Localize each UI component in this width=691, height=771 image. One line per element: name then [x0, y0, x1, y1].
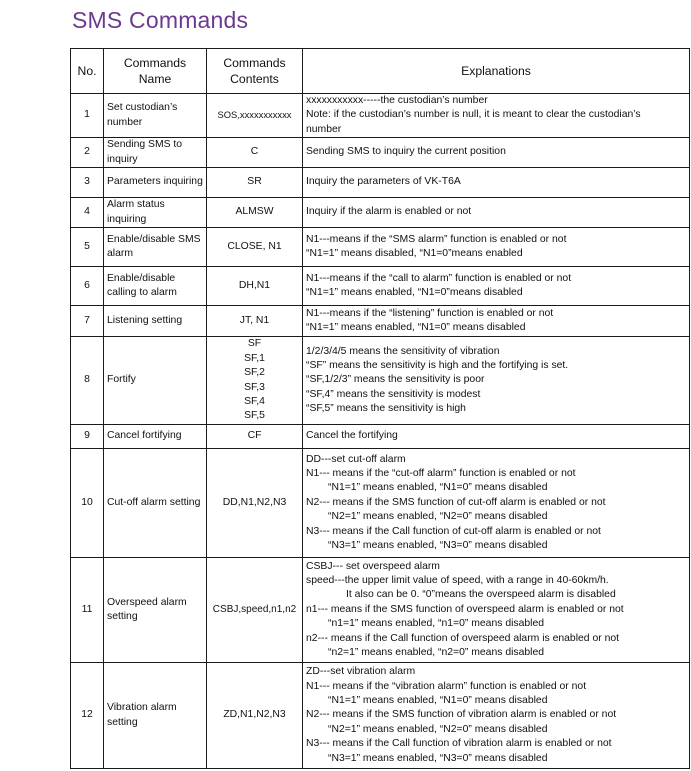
header-explanations: Explanations	[303, 49, 690, 94]
command-name: Set custodian’s number	[104, 94, 207, 138]
explanation-line: ZD---set vibration alarm	[306, 666, 416, 678]
explanation-line: n2--- means if the Call function of overspeed alarm is enabled or not	[306, 632, 620, 644]
explanation-line: “N1=1” means enabled, “N1=0” means disabled	[306, 322, 526, 334]
row-no: 2	[71, 138, 104, 168]
explanation-line: “N3=1” means enabled, “N3=0” means disabled	[328, 752, 548, 764]
command-explanation	[303, 337, 690, 425]
command-contents: JT, N1	[207, 306, 303, 337]
header-commands-contents: Commands Contents	[207, 49, 303, 94]
explanation-line: N1---means if the “call to alarm” function is enabled or not	[306, 272, 572, 284]
explanation-line: “SF,4” means the sensitivity is modest	[306, 388, 481, 400]
explanation-line: Inquiry if the alarm is enabled or not	[306, 206, 472, 218]
row-no: 5	[71, 228, 104, 267]
command-explanation	[303, 267, 690, 306]
command-explanation	[303, 663, 690, 769]
table-row	[71, 198, 690, 228]
explanation-line: Inquiry the parameters of VK-T6A	[306, 176, 461, 188]
table-row	[71, 228, 690, 267]
table-row	[71, 168, 690, 198]
table-row	[71, 94, 690, 138]
explanation-line: DD---set cut-off alarm	[306, 453, 406, 465]
command-contents: CSBJ,speed,n1,n2	[207, 558, 303, 663]
command-contents: ZD,N1,N2,N3	[207, 663, 303, 769]
contents-line: SF,2	[244, 367, 265, 379]
explanation-line: N1--- means if the “cut-off alarm” function is enabled or not	[306, 468, 576, 480]
table-row	[71, 306, 690, 337]
explanation-line: N2--- means if the SMS function of cut-off alarm is enabled or not	[306, 496, 606, 508]
command-name: Parameters inquiring	[104, 168, 207, 198]
row-no: 12	[71, 663, 104, 769]
contents-line: SF,3	[244, 381, 265, 393]
explanation-line: “SF” means the sensitivity is high and the fortifying is set.	[306, 359, 569, 371]
explanation-line: “n1=1” means enabled, “n1=0” means disabled	[328, 618, 545, 630]
row-no: 10	[71, 449, 104, 558]
command-contents: DH,N1	[207, 267, 303, 306]
header-commands-name: Commands Name	[104, 49, 207, 94]
command-explanation	[303, 449, 690, 558]
command-contents: CF	[207, 425, 303, 449]
table-row	[71, 267, 690, 306]
command-name: Enable/disable calling to alarm	[104, 267, 207, 306]
command-name: Vibration alarm setting	[104, 663, 207, 769]
explanation-line: n1--- means if the SMS function of overspeed alarm is enabled or not	[306, 603, 624, 615]
command-contents: SR	[207, 168, 303, 198]
explanation-line: It also can be 0. “0”means the overspeed alarm is disabled	[346, 589, 616, 601]
table-row	[71, 425, 690, 449]
explanation-line: “N3=1” means enabled, “N3=0” means disabled	[328, 540, 548, 552]
explanation-line: Cancel the fortifying	[306, 430, 398, 442]
contents-line: SF,1	[244, 352, 265, 364]
explanation-line: “N1=1” means enabled, “N1=0” means disabled	[328, 482, 548, 494]
explanation-line: “N1=1” means disabled, “N1=0”means enabled	[306, 248, 523, 260]
explanation-line: “N1=1” means enabled, “N1=0”means disabled	[306, 287, 523, 299]
explanation-line: “SF,1/2/3” means the sensitivity is poor	[306, 374, 485, 386]
command-name: Cancel fortifying	[104, 425, 207, 449]
explanation-line: N1---means if the “SMS alarm” function is enabled or not	[306, 233, 567, 245]
table-row	[71, 558, 690, 663]
contents-line: SF	[247, 338, 262, 350]
command-explanation	[303, 94, 690, 138]
table-row	[71, 138, 690, 168]
row-no: 4	[71, 198, 104, 228]
explanation-line: Sending SMS to inquiry the current position	[306, 146, 506, 158]
command-contents: C	[207, 138, 303, 168]
command-contents: CLOSE, N1	[207, 228, 303, 267]
contents-line: SF,5	[244, 410, 265, 422]
explanation-line: N1---means if the “listening” function is enabled or not	[306, 307, 554, 319]
command-explanation	[303, 425, 690, 449]
table-row	[71, 449, 690, 558]
explanation-line: “N1=1” means enabled, “N1=0” means disabled	[328, 694, 548, 706]
explanation-line: 1/2/3/4/5 means the sensitivity of vibration	[306, 345, 500, 357]
explanation-line: N1--- means if the “vibration alarm” function is enabled or not	[306, 680, 587, 692]
command-explanation	[303, 198, 690, 228]
command-explanation	[303, 306, 690, 337]
row-no: 7	[71, 306, 104, 337]
explanation-line: N2--- means if the SMS function of vibration alarm is enabled or not	[306, 709, 617, 721]
row-no: 3	[71, 168, 104, 198]
command-contents: DD,N1,N2,N3	[207, 449, 303, 558]
explanation-line: “N2=1” means enabled, “N2=0” means disabled	[328, 723, 548, 735]
command-name: Cut-off alarm setting	[104, 449, 207, 558]
explanation-line: “n2=1” means enabled, “n2=0” means disabled	[328, 647, 545, 659]
contents-line: SF,4	[244, 395, 265, 407]
command-explanation	[303, 558, 690, 663]
explanation-line: CSBJ--- set overspeed alarm	[306, 560, 440, 572]
table-header-row	[71, 49, 690, 94]
command-contents: ALMSW	[207, 198, 303, 228]
explanation-line: “SF,5” means the sensitivity is high	[306, 403, 466, 415]
header-no: No.	[71, 49, 104, 94]
page-title: SMS Commands	[72, 7, 249, 33]
sms-commands-table	[70, 48, 690, 769]
table-row	[71, 663, 690, 769]
command-name: Sending SMS to inquiry	[104, 138, 207, 168]
explanation-line: number	[306, 123, 342, 135]
command-name: Alarm status inquiring	[104, 198, 207, 228]
table-row	[71, 337, 690, 425]
command-contents	[207, 337, 303, 425]
explanation-line: xxxxxxxxxxx-----the custodian’s number	[306, 95, 488, 106]
explanation-line: “N2=1” means enabled, “N2=0” means disabled	[328, 511, 548, 523]
command-explanation	[303, 168, 690, 198]
row-no: 8	[71, 337, 104, 425]
command-name: Fortify	[104, 337, 207, 425]
row-no: 6	[71, 267, 104, 306]
explanation-line: speed---the upper limit value of speed, with a range in 40-60km/h.	[306, 575, 609, 587]
command-name: Enable/disable SMS alarm	[104, 228, 207, 267]
command-name: Listening setting	[104, 306, 207, 337]
explanation-line: N3--- means if the Call function of vibration alarm is enabled or not	[306, 738, 612, 750]
explanation-line: N3--- means if the Call function of cut-off alarm is enabled or not	[306, 525, 601, 537]
command-explanation	[303, 138, 690, 168]
command-name: Overspeed alarm setting	[104, 558, 207, 663]
explanation-line: Note: if the custodian’s number is null, it is meant to clear the custodian’s	[306, 109, 641, 121]
row-no: 11	[71, 558, 104, 663]
row-no: 1	[71, 94, 104, 138]
command-explanation	[303, 228, 690, 267]
command-contents: SOS,xxxxxxxxxxx	[207, 94, 303, 138]
row-no: 9	[71, 425, 104, 449]
